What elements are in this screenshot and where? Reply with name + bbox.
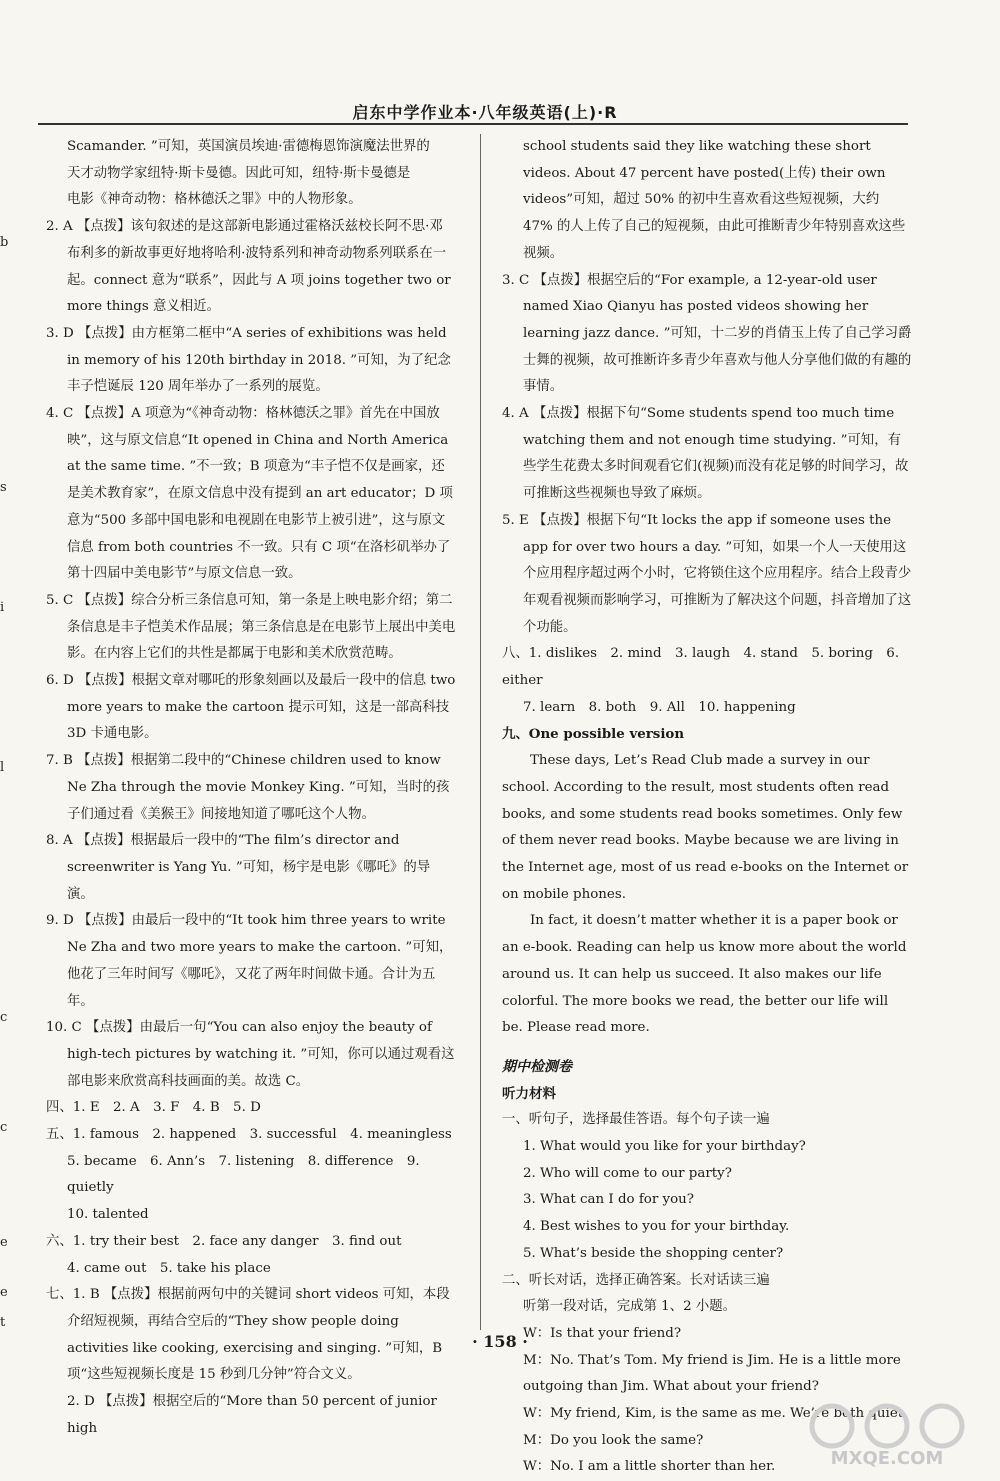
right-column-paragraph: In fact, it doesn’t matter whether it is a paper book or an e-book. Reading can help us know more about the world around us. It can help us succeed. It also makes our life colorful. The more books we read, the better our life will be. Please read more. bbox=[502, 913, 907, 1036]
right-column-paragraph: 5. E 【点拨】根据下句“It locks the app if someone uses the app for over two hours a day. ”可知，如果一个人一天使用这个应用程序超过两个小时，它将锁住这个应用程序。结合上段青少年观看视频而影响学习，可推断为了解决这个问题，抖音增加了这个功能。 bbox=[502, 512, 912, 635]
right-column-paragraph: 九、One possible version bbox=[502, 726, 685, 743]
right-column-paragraph: 4. A 【点拨】根据下句“Some students spend too much time watching them and not enough time studying. ”可知，有些学生花费太多时间观看它们(视频)而没有花足够的时间学习，故可推断这些视频也导致了麻烦。 bbox=[502, 406, 909, 502]
column-divider bbox=[480, 134, 481, 1330]
right-column-paragraph: 听力材料 bbox=[502, 1085, 556, 1102]
right-column bbox=[502, 134, 912, 1481]
watermark-text: MXQE.COM bbox=[830, 1448, 944, 1468]
left-column-paragraph: 天才动物学家纽特·斯卡曼德。因此可知，纽特·斯卡曼德是 bbox=[67, 165, 411, 181]
right-column-paragraph: 3. What can I do for you? bbox=[523, 1192, 694, 1208]
left-column-paragraph: 七、1. B 【点拨】根据前两句中的关键词 short videos 可知，本段介绍短视频，再结合空后的“They show people doing activities like cooking, exercising and singing. ”可知，B 项“这些短视频长度是 15 秒到几分钟”符合文义。 bbox=[46, 1287, 450, 1383]
right-column-paragraph: 5. What’s beside the shopping center? bbox=[523, 1245, 784, 1261]
left-column-paragraph: 10. C 【点拨】由最后一句“You can also enjoy the beauty of high-tech pictures by watching it. ”可知，你可以通过观看这部电影来欣赏高科技画面的美。故选 C。 bbox=[46, 1020, 455, 1089]
edge-mark: l bbox=[0, 760, 5, 775]
left-column-paragraph: 电影《神奇动物：格林德沃之罪》中的人物形象。 bbox=[67, 192, 362, 208]
right-column-paragraph: 期中检测卷 bbox=[502, 1058, 572, 1075]
right-column-paragraph: M：No. That’s Tom. My friend is Jim. He is a little more outgoing than Jim. What about your friend? bbox=[523, 1352, 901, 1395]
header-title: 启东中学作业本·八年级英语(上)·R bbox=[352, 103, 618, 122]
right-column-paragraph: 八、1. dislikes 2. mind 3. laugh 4. stand 5. boring 6. either bbox=[502, 646, 900, 689]
left-column-paragraph: 4. came out 5. take his place bbox=[67, 1260, 271, 1276]
left-column-paragraph: 10. talented bbox=[67, 1207, 149, 1223]
left-column-paragraph: 5. became 6. Ann’s 7. listening 8. difference 9. quietly bbox=[67, 1153, 420, 1196]
right-column-paragraph: 一、听句子，选择最佳答语。每个句子读一遍 bbox=[502, 1112, 770, 1128]
edge-mark: s bbox=[0, 480, 7, 495]
edge-mark: e bbox=[0, 1235, 8, 1250]
right-column-paragraph: school students said they like watching these short videos. About 47 percent have posted(上传) their own videos”可知，超过 50% 的初中生喜欢看这些短视频，大约 47% 的人上传了自己的短视频，由此可推断青少年特别喜欢这些视频。 bbox=[523, 139, 906, 261]
edge-mark: c bbox=[0, 1010, 8, 1025]
left-column-paragraph: 六、1. try their best 2. face any danger 3. find out bbox=[46, 1233, 402, 1249]
left-column-paragraph: 5. C 【点拨】综合分析三条信息可知，第一条是上映电影介绍；第二条信息是丰子恺美术作品展；第三条信息是在电影节上展出中美电影。在内容上它们的共性是都属于电影和美术欣赏范畴。 bbox=[46, 592, 456, 662]
right-column-paragraph: 3. C 【点拨】根据空后的“For example, a 12-year-old user named Xiao Qianyu has posted videos showing her learning jazz dance. ”可知，十二岁的肖倩玉上传了自己学习爵士舞的视频，故可推断许多青少年喜欢与他人分享他们做的有趣的事情。 bbox=[502, 272, 912, 395]
edge-mark: t bbox=[0, 1315, 6, 1330]
left-column-paragraph: 9. D 【点拨】由最后一段中的“It took him three years to write Ne Zha and two more years to make the cartoon. ”可知，他花了三年时间写《哪吒》，又花了两年时间做卡通。合计为五年。 bbox=[46, 913, 453, 1009]
watermark-logo-icon bbox=[792, 1398, 982, 1468]
right-column-paragraph: W：No. I am a little shorter than her. bbox=[523, 1459, 776, 1475]
right-column-paragraph: These days, Let’s Read Club made a survey in our school. According to the result, most students often read books, and some students read books sometimes. Only few of them never read books. Maybe because we are living in the Internet age, most of us read e-books on the Internet or on mobile phones. bbox=[502, 753, 909, 902]
left-column-paragraph: 2. A 【点拨】该句叙述的是这部新电影通过霍格沃兹校长阿不思·邓布利多的新故事更好地将哈利·波特系列和神奇动物系列联系在一起。connect 意为“联系”，因此与 A 项 joins together two or more things 意义相近。 bbox=[46, 219, 451, 315]
left-column-paragraph: 8. A 【点拨】根据最后一段中的“The film’s director and screenwriter is Yang Yu. ”可知，杨宇是电影《哪吒》的导演。 bbox=[46, 833, 431, 902]
left-column-paragraph: 四、1. E 2. A 3. F 4. B 5. D bbox=[46, 1100, 261, 1116]
left-column bbox=[46, 134, 456, 1442]
left-column-paragraph: 3. D 【点拨】由方框第二框中“A series of exhibitions was held in memory of his 120th birthday in 2018. ”可知，为了纪念丰子恺诞辰 120 周年举办了一系列的展览。 bbox=[46, 325, 451, 395]
left-column-paragraph: 6. D 【点拨】根据文章对哪吒的形象刻画以及最后一段中的信息 two more years to make the cartoon 提示可知，这是一部高科技 3D 卡通电影。 bbox=[46, 673, 456, 742]
right-column-paragraph: 4. Best wishes to you for your birthday. bbox=[523, 1219, 790, 1235]
right-column-paragraph: 1. What would you like for your birthday? bbox=[523, 1139, 806, 1155]
right-column-paragraph: W：My friend, Kim, is the same as me. We’re both quiet. bbox=[523, 1406, 908, 1422]
edge-mark: c bbox=[0, 1120, 8, 1135]
edge-mark: b bbox=[0, 235, 9, 250]
header-rule bbox=[38, 123, 908, 125]
right-column-paragraph: M：Do you look the same? bbox=[523, 1432, 704, 1448]
left-column-paragraph: 7. B 【点拨】根据第二段中的“Chinese children used to know Ne Zha through the movie Monkey King. ”可知，当时的孩子们通过看《美猴王》间接地知道了哪吒这个人物。 bbox=[46, 753, 450, 822]
right-column-paragraph: 7. learn 8. both 9. All 10. happening bbox=[523, 699, 796, 715]
left-column-paragraph: 五、1. famous 2. happened 3. successful 4. meaningless bbox=[46, 1127, 452, 1143]
page-number: · 158 · bbox=[472, 1332, 528, 1351]
edge-mark: e bbox=[0, 1285, 8, 1300]
right-column-paragraph: 听第一段对话，完成第 1、2 小题。 bbox=[523, 1299, 737, 1315]
left-column-paragraph: 2. D 【点拨】根据空后的“More than 50 percent of junior high bbox=[67, 1394, 437, 1436]
left-column-paragraph: 4. C 【点拨】A 项意为“《神奇动物：格林德沃之罪》首先在中国放映”，这与原文信息“It opened in China and North America at the same time. ”不一致；B 项意为“丰子恺不仅是画家，还是美术教育家”，在原文信息中没有提到 an art educator；D 项意为“500 多部中国电影和电视剧在电影节上被引进”，这与原文信息 from both countries 不一致。只有 C 项“在洛杉矶举办了第十四届中美电影节”与原文信息一致。 bbox=[46, 406, 453, 582]
right-column-paragraph: W：Is that your friend? bbox=[523, 1325, 682, 1341]
edge-mark: i bbox=[0, 600, 5, 615]
right-column-paragraph: 二、听长对话，选择正确答案。长对话读三遍 bbox=[502, 1272, 770, 1288]
left-column-paragraph: Scamander. ”可知，英国演员埃迪·雷德梅恩饰演魔法世界的 bbox=[67, 139, 430, 154]
right-column-paragraph: 2. Who will come to our party? bbox=[523, 1165, 732, 1181]
